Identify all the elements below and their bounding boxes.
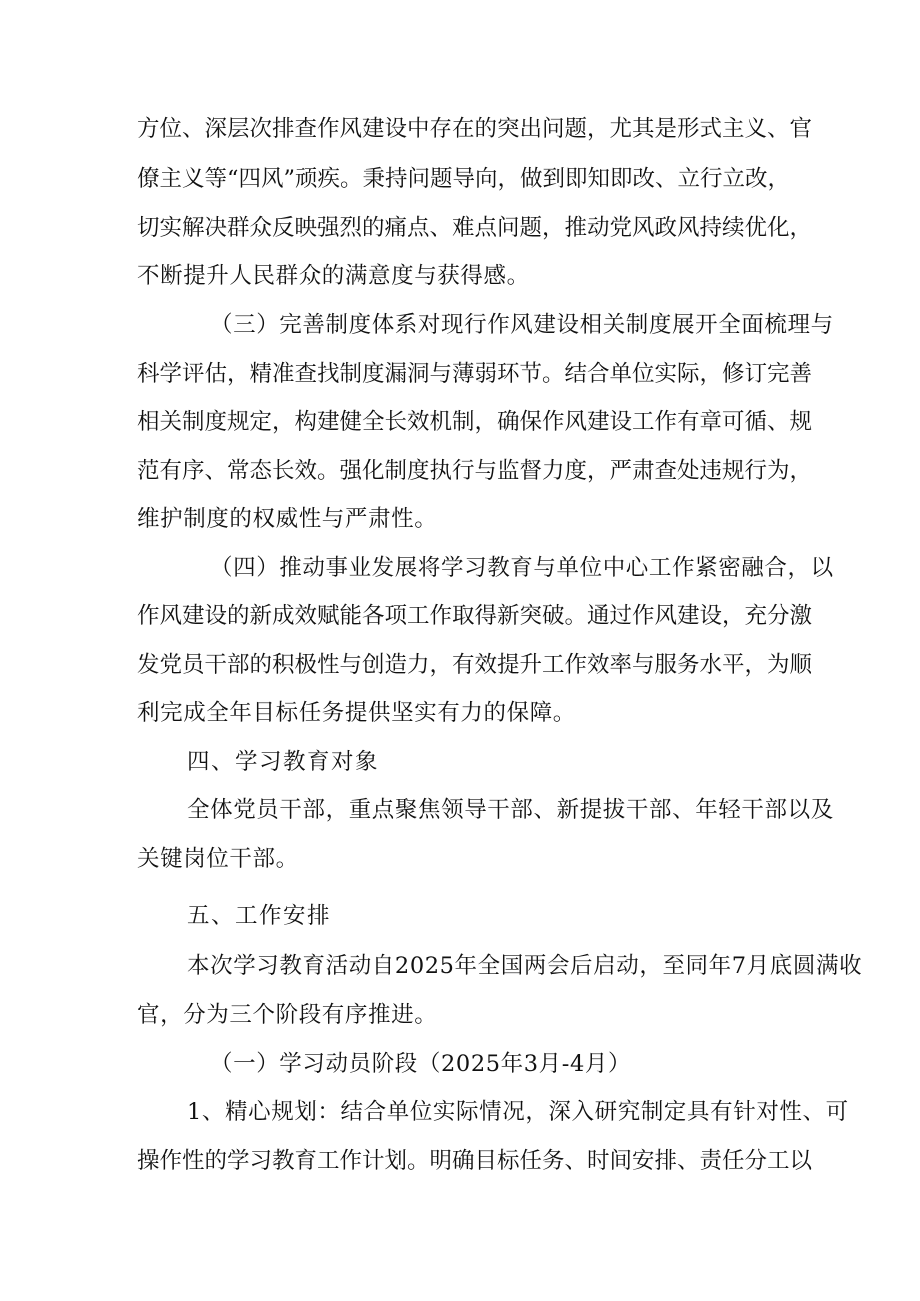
paragraph-line: 范有序、常态长效。强化制度执行与监督力度，严肃查处违规行为， <box>137 458 813 484</box>
paragraph-line: 方位、深层次排查作风建设中存在的突出问题，尤其是形式主义、官 <box>137 116 813 142</box>
paragraph-line: 全体党员干部，重点聚焦领导干部、新提拔干部、年轻干部以及 <box>187 797 834 823</box>
section-title-work-arrangement: 五、工作安排 <box>187 903 332 929</box>
paragraph-line: 1、精心规划：结合单位实际情况，深入研究制定具有针对性、可 <box>187 1099 849 1125</box>
paragraph-line: 利完成全年目标任务提供坚实有力的保障。 <box>137 700 576 726</box>
paragraph-line: 不断提升人民群众的满意度与获得感。 <box>137 263 530 289</box>
paragraph-line: 维护制度的权威性与严肃性。 <box>137 506 438 532</box>
paragraph-line: 操作性的学习教育工作计划。明确目标任务、时间安排、责任分工以 <box>137 1148 813 1174</box>
paragraph-line: 发党员干部的积极性与创造力，有效提升工作效率与服务水平，为顺 <box>137 652 813 678</box>
paragraph-line: 官，分为三个阶段有序推进。 <box>137 1002 438 1028</box>
paragraph-line: 相关制度规定，构建健全长效机制，确保作风建设工作有章可循、规 <box>137 409 813 435</box>
section-heading-promote-development: （四）推动事业发展将学习教育与单位中心工作紧密融合，以 <box>210 555 834 581</box>
paragraph-line: 切实解决群众反映强烈的痛点、难点问题，推动党风政风持续优化， <box>137 215 813 241</box>
paragraph-line: 僚主义等“四风”顽疾。秉持问题导向，做到即知即改、立行立改， <box>137 166 791 192</box>
paragraph-line: 关键岗位干部。 <box>137 846 299 872</box>
paragraph-line: 本次学习教育活动自2025年全国两会后启动，至同年7月底圆满收 <box>187 953 863 979</box>
paragraph-line: 作风建设的新成效赋能各项工作取得新突破。通过作风建设，充分激 <box>137 603 813 629</box>
paragraph-line: 科学评估，精准查找制度漏洞与薄弱环节。结合单位实际，修订完善 <box>137 361 813 387</box>
subsection-heading-mobilization: （一）学习动员阶段（2025年3月-4月） <box>210 1051 632 1077</box>
section-title-education-targets: 四、学习教育对象 <box>187 749 380 775</box>
section-heading-improve-system: （三）完善制度体系对现行作风建设相关制度展开全面梳理与 <box>210 312 834 338</box>
